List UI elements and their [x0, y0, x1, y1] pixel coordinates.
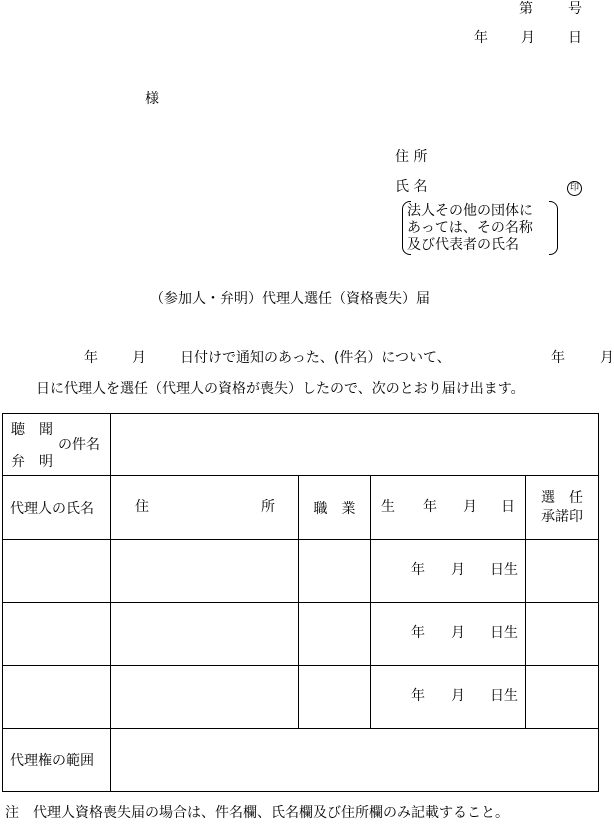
table-row	[3, 666, 599, 729]
header-birthdate: 生 年 月 日	[371, 476, 526, 540]
proxy-consent-seal-field[interactable]	[526, 666, 599, 729]
proxy-address-field[interactable]	[111, 666, 299, 729]
number-label-go: 号	[568, 1, 582, 17]
header-address: 住 所	[111, 476, 299, 540]
scope-row	[3, 729, 599, 792]
right-bracket	[549, 201, 558, 255]
corporate-note-line: 及び代表者の氏名	[407, 237, 519, 253]
proxy-name-field[interactable]	[3, 603, 111, 666]
proxy-consent-seal-field[interactable]	[526, 603, 599, 666]
body-month-label: 月	[132, 350, 146, 366]
header-row	[3, 476, 599, 540]
case-row	[3, 414, 599, 476]
table-row	[3, 540, 599, 603]
scope-label: 代理権の範囲	[3, 729, 111, 792]
proxy-birthdate-field[interactable]: 年 月 日生	[371, 603, 526, 666]
sender-address-label: 住 所	[395, 149, 428, 165]
proxy-occupation-field[interactable]	[299, 540, 371, 603]
scope-field[interactable]	[111, 729, 599, 792]
body-month2-label: 月	[600, 350, 614, 366]
body-line1-text: 日付けで通知のあった、(件名）について、	[180, 350, 451, 366]
date-year-label: 年	[474, 30, 488, 46]
corporate-note-line: あっては、その名称	[407, 220, 533, 236]
corporate-note-line: 法人その他の団体に	[407, 203, 533, 219]
body-year2-label: 年	[551, 350, 565, 366]
header-consent-seal: 選 任 承諾印	[526, 476, 599, 540]
case-label-bottom: 弁 明	[11, 453, 53, 470]
table-row	[3, 603, 599, 666]
proxy-name-field[interactable]	[3, 540, 111, 603]
proxy-consent-seal-field[interactable]	[526, 540, 599, 603]
proxy-birthdate-field[interactable]: 年 月 日生	[371, 666, 526, 729]
document-title: （参加人・弁明）代理人選任（資格喪失）届	[150, 291, 430, 307]
case-name-field[interactable]	[111, 414, 599, 476]
case-label-suffix: の件名	[58, 436, 100, 453]
header-occupation: 職 業	[299, 476, 371, 540]
proxy-address-field[interactable]	[111, 603, 299, 666]
corporate-note	[402, 201, 558, 255]
proxy-address-field[interactable]	[111, 540, 299, 603]
seal-mark: 印	[567, 181, 582, 196]
proxy-name-field[interactable]	[3, 666, 111, 729]
proxy-birthdate-field[interactable]: 年 月 日生	[371, 540, 526, 603]
date-day-label: 日	[568, 30, 582, 46]
number-label-dai: 第	[519, 1, 533, 17]
proxy-occupation-field[interactable]	[299, 666, 371, 729]
footnote: 注 代理人資格喪失届の場合は、件名欄、氏名欄及び住所欄のみ記載すること。	[5, 805, 509, 821]
proxy-occupation-field[interactable]	[299, 603, 371, 666]
sender-name-label: 氏 名	[395, 179, 428, 195]
case-label-top: 聴 聞	[11, 421, 53, 438]
header-name: 代理人の氏名	[3, 476, 111, 540]
date-month-label: 月	[521, 30, 535, 46]
body-year-label: 年	[84, 350, 98, 366]
proxy-form-table	[2, 413, 599, 792]
addressee-honorific: 様	[145, 91, 159, 107]
case-label-cell	[3, 414, 111, 476]
body-line2-text: 日に代理人を選任（代理人の資格が喪失）したので、次のとおり届け出ます。	[36, 381, 525, 397]
